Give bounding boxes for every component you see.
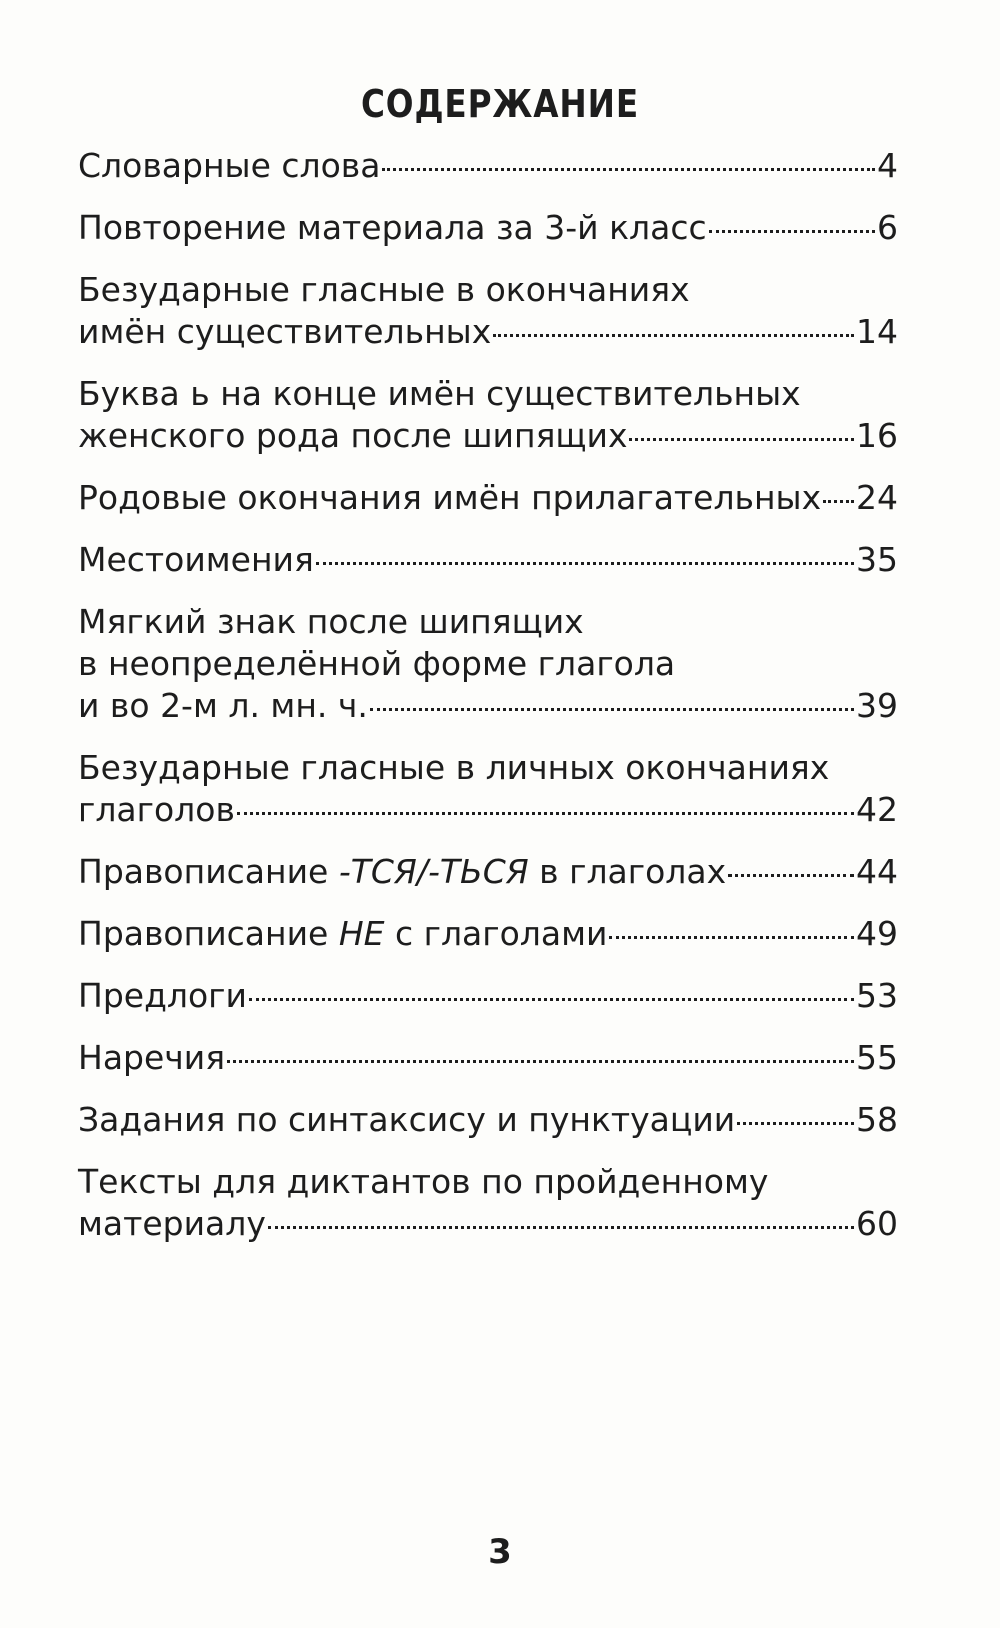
toc-entry-title-line: Безударные гласные в окончаниях <box>78 270 690 309</box>
toc-entry-title-text: Словарные слова <box>78 146 381 185</box>
toc-entry-title-line: Буква ь на конце имён существительных <box>78 374 801 413</box>
toc-entry-title-text: Родовые окончания имён прилагательных <box>78 478 822 517</box>
dot-leader <box>227 1060 854 1063</box>
toc-entry-title <box>78 415 627 457</box>
toc-entry <box>78 207 898 249</box>
dot-leader <box>493 334 854 337</box>
toc-entry-title <box>78 913 607 955</box>
dot-leader <box>609 936 854 939</box>
toc-entry-last-line <box>78 539 898 581</box>
toc-entry-page: 6 <box>877 208 898 247</box>
dot-leader <box>268 1226 854 1229</box>
toc-entry-last-line <box>78 789 898 831</box>
toc-entry-last-line <box>78 477 898 519</box>
toc-entry-title-text: глаголов <box>78 790 235 829</box>
toc-entry-title-text: Задания по синтаксису и пунктуации <box>78 1100 736 1139</box>
toc-entry-title-italic: -ТСЯ/-ТЬСЯ <box>338 852 529 891</box>
toc-entry-page: 44 <box>856 852 898 891</box>
toc-entry-title-text: и во 2-м л. мн. ч. <box>78 686 368 725</box>
toc-entry-last-line <box>78 1099 898 1141</box>
toc-entry <box>78 1161 898 1245</box>
dot-leader <box>370 708 854 711</box>
toc-entry-title-text: материалу <box>78 1204 266 1243</box>
toc-entry-last-line <box>78 207 898 249</box>
toc-entry-title-line: в неопределённой форме глагола <box>78 644 676 683</box>
toc-entry-last-line <box>78 1203 898 1245</box>
toc-entry-title-text: Предлоги <box>78 976 247 1015</box>
toc-entry-title <box>78 789 235 831</box>
toc-entry-title-line: Безударные гласные в личных окончаниях <box>78 748 830 787</box>
toc-entry-page: 4 <box>877 146 898 185</box>
dot-leader <box>249 998 854 1001</box>
toc-entry-title <box>78 851 726 893</box>
toc-entry-last-line <box>78 685 898 727</box>
toc-entry <box>78 477 898 519</box>
page-title: СОДЕРЖАНИЕ <box>360 82 640 126</box>
toc-entry-title <box>78 145 380 187</box>
toc-entry-page: 58 <box>856 1100 898 1139</box>
toc-entry-last-line <box>78 851 898 893</box>
toc-entry <box>78 747 898 831</box>
dot-leader <box>629 438 854 441</box>
toc-entry <box>78 913 898 955</box>
toc-entry-title-text: в глаголах <box>528 852 727 891</box>
dot-leader <box>709 230 875 233</box>
toc-entry-last-line <box>78 415 898 457</box>
dot-leader <box>737 1122 854 1125</box>
toc-entry-title <box>78 539 314 581</box>
dot-leader <box>237 812 854 815</box>
toc-entry-title-text: Правописание <box>78 914 339 953</box>
toc-entry-title-text: Повторение материала за 3-й класс <box>78 208 707 247</box>
table-of-contents <box>78 145 898 1245</box>
page-number: 3 <box>488 1532 512 1572</box>
toc-entry-page: 53 <box>856 976 898 1015</box>
toc-entry-page: 35 <box>856 540 898 579</box>
toc-entry-title-italic: НЕ <box>338 914 385 953</box>
toc-entry-page: 16 <box>856 416 898 455</box>
toc-entry-title-text: Правописание <box>78 852 339 891</box>
toc-entry-title-line: Тексты для диктантов по пройденному <box>78 1162 769 1201</box>
toc-entry-title <box>78 207 707 249</box>
toc-entry-title <box>78 477 821 519</box>
toc-entry <box>78 1037 898 1079</box>
toc-entry-page: 24 <box>856 478 898 517</box>
toc-entry-title <box>78 685 368 727</box>
toc-entry-title <box>78 1037 225 1079</box>
dot-leader <box>728 874 854 877</box>
toc-entry <box>78 145 898 187</box>
toc-entry <box>78 851 898 893</box>
dot-leader <box>823 500 854 503</box>
toc-entry-title-text: женского рода после шипящих <box>78 416 628 455</box>
toc-entry-last-line <box>78 975 898 1017</box>
toc-entry-title <box>78 311 491 353</box>
toc-entry <box>78 601 898 727</box>
toc-entry-last-line <box>78 1037 898 1079</box>
toc-entry-page: 49 <box>856 914 898 953</box>
dot-leader <box>316 562 854 565</box>
toc-entry-title <box>78 975 247 1017</box>
toc-entry-last-line <box>78 145 898 187</box>
toc-entry-page: 39 <box>856 686 898 725</box>
toc-entry-title <box>78 1099 735 1141</box>
toc-entry-last-line <box>78 913 898 955</box>
toc-entry <box>78 1099 898 1141</box>
dot-leader <box>382 168 875 171</box>
toc-entry-title-text: имён существительных <box>78 312 492 351</box>
toc-entry <box>78 539 898 581</box>
toc-entry-last-line <box>78 311 898 353</box>
toc-entry-page: 60 <box>856 1204 898 1243</box>
toc-entry-title-text: с глаголами <box>384 914 608 953</box>
toc-entry <box>78 975 898 1017</box>
toc-entry-title-line: Мягкий знак после шипящих <box>78 602 584 641</box>
toc-entry-page: 42 <box>856 790 898 829</box>
toc-entry-title-text: Наречия <box>78 1038 226 1077</box>
toc-entry-page: 14 <box>856 312 898 351</box>
toc-entry-title <box>78 1203 266 1245</box>
toc-entry-title-text: Местоимения <box>78 540 314 579</box>
toc-entry-page: 55 <box>856 1038 898 1077</box>
toc-entry <box>78 373 898 457</box>
toc-entry <box>78 269 898 353</box>
